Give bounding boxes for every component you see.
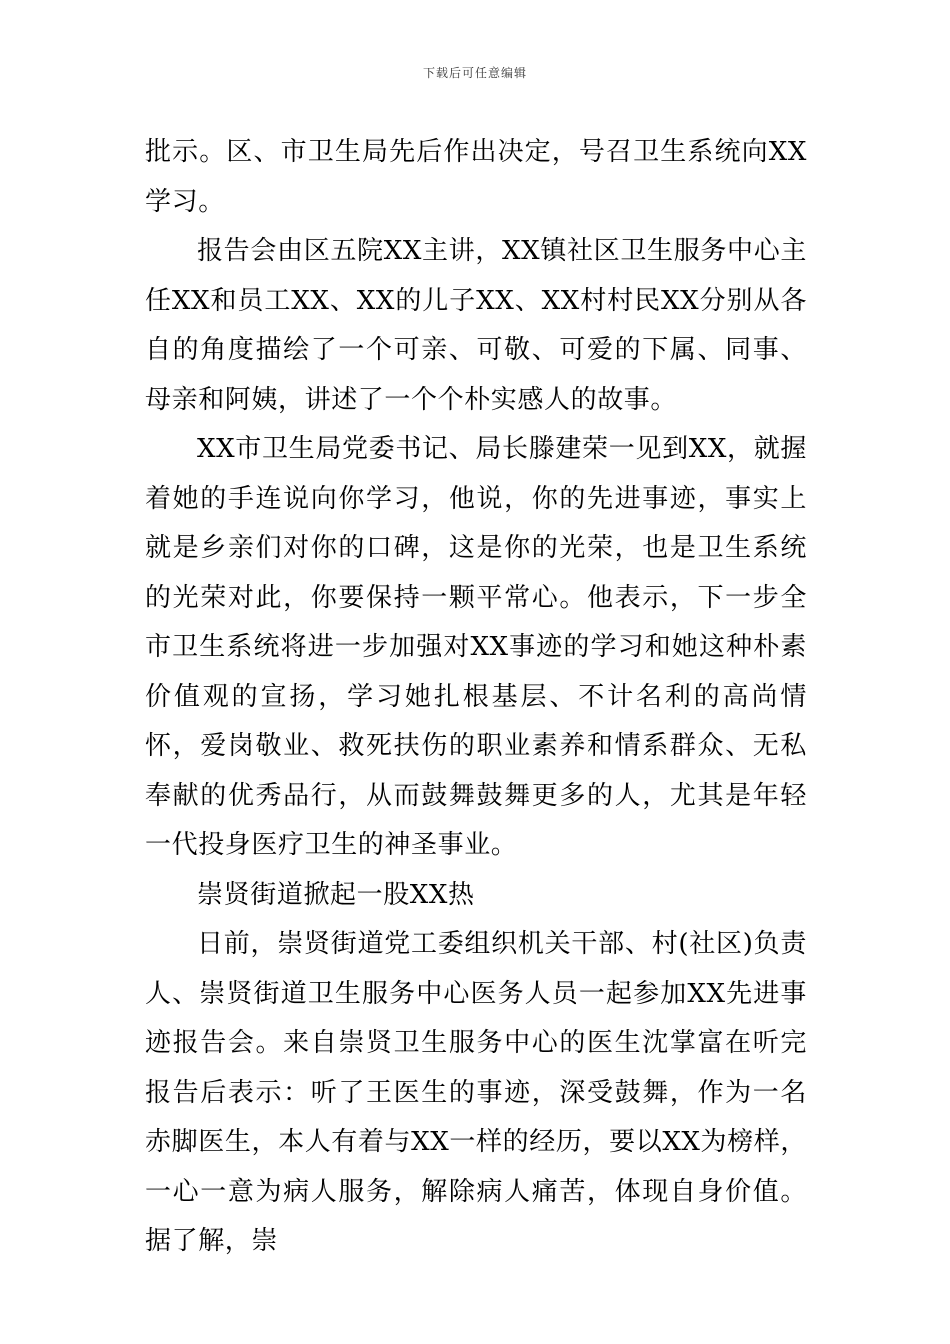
section-heading: 崇贤街道掀起一股XX热: [197, 879, 475, 910]
paragraph-continuation: 批示。区、市卫生局先后作出决定，号召卫生系统向XX学习。: [145, 137, 807, 217]
page-header: 下载后可任意编辑: [422, 66, 527, 80]
paragraph-chongxian: 日前，崇贤街道党工委组织机关干部、村(社区)负责人、崇贤街道卫生服务中心医务人员一起参加XX先进事迹报告会。来自崇贤卫生服务中心的医生沈掌富在听完报告后表示：听了王医生的事迹，深受鼓舞，作为一名赤脚医生，本人有着与XX一样的经历，要以XX为榜样，一心一意为病人服务，解除病人痛苦，体现自身价值。据了解，崇: [145, 929, 807, 1256]
document-body: [145, 128, 807, 1267]
paragraph-health-bureau: XX市卫生局党委书记、局长滕建荣一见到XX，就握着她的手连说向你学习，他说，你的先进事迹，事实上就是乡亲们对你的口碑，这是你的光荣，也是卫生系统的光荣对此，你要保持一颗平常心。他表示，下一步全市卫生系统将进一步加强对XX事迹的学习和她这种朴素价值观的宣扬，学习她扎根基层、不计名利的高尚情怀，爱岗敬业、救死扶伤的职业素养和情系群众、无私奉献的优秀品行，从而鼓舞鼓舞更多的人，尤其是年轻一代投身医疗卫生的神圣事业。: [145, 434, 807, 860]
paragraph-report-meeting: 报告会由区五院XX主讲，XX镇社区卫生服务中心主任XX和员工XX、XX的儿子XX、XX村村民XX分别从各自的角度描绘了一个可亲、可敬、可爱的下属、同事、母亲和阿姨，讲述了一个个朴实感人的故事。: [145, 236, 807, 415]
